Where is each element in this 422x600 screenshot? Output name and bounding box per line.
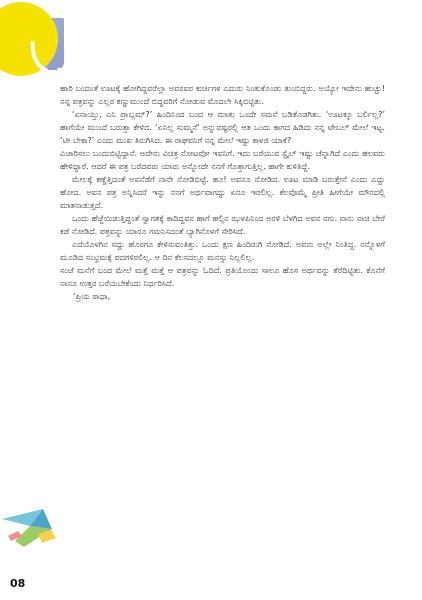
story-paragraph: ಹಾರಿ ಬಂದಂತೆ ಊಟಕ್ಕೆ ಹೋಗಿದ್ದವರೆಲ್ಲಾ ಅವರವರ ಕುರ್ಚಿಗಳ ಎದುರು ನಿಂತುಕೊಂಡು ತುಂಬಿದ್ದರು. ಅಯ್ಯೋ ಇದೇನು ಹುಚ್ಚು! ನನ್ನ ಪತ್ರವನ್ನು ಎಲ್ಲರ ಕಣ್ಣುಮುಂದೆ ಬಿದ್ದವರಿಗೆ ನೋಡುವ ಮೊದಲೇ ಸಿಕ್ಕಿಬಿಟ್ಟಿತು. bbox=[60, 83, 385, 106]
section-label: ಕಥೆ bbox=[40, 64, 62, 85]
story-paragraph: ಮೇಲಕ್ಕೆ ಕಣ್ಣೆತ್ತಿದಂತೆ ಅವನೆಡೆಗೆ ನಾನೇ ನೋಡಿಬಿಟ್ಟೆ. ಹೂ! ಅವನೂ ನೋಡಿದ. ಊಟ ಮಾಡಿ ಬರುತ್ತೇನೆ ಎಂದು ಎದ್ದು ಹೋದ. ಅವನ ಪತ್ರ ಅನ್ನಿಸಿದರೆ ಇನ್ನು ನನಗೆ ಅರ್ಥವಾಗದ್ದು ಏನೂ ಇರಲಿಲ್ಲ. ಕೆಲವೊಮ್ಮೆ ಪ್ರೀತಿ ಹೀಗೆಯೇ ಮೌನದಲ್ಲಿ ಮಾತನಾಡುತ್ತದೆ. bbox=[60, 174, 385, 210]
story-paragraph: ಸಂಜೆ ಮನೆಗೆ ಬಂದ ಮೇಲೆ ಮತ್ತೆ ಮತ್ತೆ ಆ ಪತ್ರವನ್ನು ಓದಿದೆ. ಪ್ರತಿಯೊಂದು ಸಾಲೂ ಹೊಸ ಅರ್ಥವನ್ನು ತೆರೆದಿಟ್ಟಿತು. ಕೊನೆಗೆ ನಾನೂ ಉತ್ತರ ಬರೆಯಬೇಕೆಂದು ನಿರ್ಧರಿಸಿದೆ. bbox=[60, 265, 385, 288]
story-paragraph: ಎದೆಯೊಳಗಿನ ಸದ್ದು ಹೊರಗೂ ಕೇಳಿಸುವಂತಿತ್ತು. ಒಂದು ಕ್ಷಣ ಹಿಂದಿರುಗಿ ನೋಡಿದೆ. ಅವನು ಅಲ್ಲೇ ನಿಂತಿದ್ದ. ನನ್ನೊಳಗೆ ಮೂಡಿದ ಸಂಭ್ರಮಕ್ಕೆ ಪದಗಳಿರಲಿಲ್ಲ. ಆ ದಿನ ಕೆಲಸದಲ್ಲೂ ಮನಸ್ಸು ನಿಲ್ಲಲಿಲ್ಲ. bbox=[60, 239, 385, 262]
story-text bbox=[60, 82, 385, 303]
story-paragraph: ಒಂದು ಹೆಜ್ಜೆಯಿಡುತ್ತಿದ್ದಂತೆ ಸ್ವಾಗತಕ್ಕೆ ಕಾದಿದ್ದವನ ಹಾಗೆ ಹಲ್ಲಿನ ಝಳಪಿನಿಂದ ಅರಳಿ ಬೆಳಗಿದ ಅವನ ನಗು. ನಾನು ನಾಚಿ ಬೇರೆ ಕಡೆ ನೋಡಿದೆ. ಪತ್ರವನ್ನು ಯಾರೂ ಗಮನಿಸದಂತೆ ಬ್ಯಾಗಿನೊಳಗೆ ಸೇರಿಸಿದೆ. bbox=[60, 213, 385, 236]
page-number: 08 bbox=[10, 577, 26, 590]
story-paragraph: ವಿಚಾರಿಸಲು ಬಂದುಬಿಟ್ಟಿದ್ದಾನೆ. ಅದೇನು ವಿಚಿತ್ರ ನೋಟವೋ ಇವನಿಗೆ. ಇದು ಬರೆಯುವ ಸ್ಟೈಲ್ ಇಷ್ಟು ಚೆನ್ನಾಗಿದೆ ಎಂದು ಹಲವರು ಹೇಳಿದ್ದಾರೆ. ಆದರೆ ಈ ಪತ್ರ ಬರೆದವರು ಯಾರು ಅನ್ನೋದೇ ನನಗೆ ಗೊತ್ತಾಗುತ್ತಿಲ್ಲ. ಹಾಗೇ ಕುಳಿತಿದ್ದೆ. bbox=[60, 148, 385, 171]
story-paragraph: ‘ಏನಾಯ್ತು, ಎನಿ ಪ್ರಾಬ್ಲಮ್?’ ಹಿಂದಿನಿಂದ ಬಂದ ಆ ಮಾತು ಒಂದೇ ಸಮನೆ ಬಡಿತೊಡಗಿತು. ‘ಊಟಕ್ಕೂ ಬರ್ಲಿಲ್ಲ?’ ಹಾಗೆಯೇ ಮುಂದೆ ಬರುತ್ತಾ ಕೇಳಿದ. ‘ಏನಿಲ್ಲ ಸುಮ್ಮನೆ’ ಅನ್ನುವಷ್ಟರಲ್ಲಿ ಆತ ಒಂದು ಕಾಗದ ಹಿಡಿದು ನನ್ನ ಟೇಬಲ್ ಮೇಲೆ ಇಟ್ಟ. ‘ಟೀ ಬೇಕಾ?’ ಎಂದು ಮುಖ ತಿರುಗಿಸಿದ. ಈ ರಾಘವನಿಗೆ ನನ್ನ ಮೇಲೆ ಇಷ್ಟು ಕಾಳಜಿ ಯಾಕೆ? bbox=[60, 109, 385, 145]
letter-salutation: ‘ಪ್ರಿಯ ರಾಧಾ, bbox=[73, 291, 111, 301]
section-header bbox=[0, 18, 64, 85]
origami-illustration bbox=[0, 507, 58, 549]
